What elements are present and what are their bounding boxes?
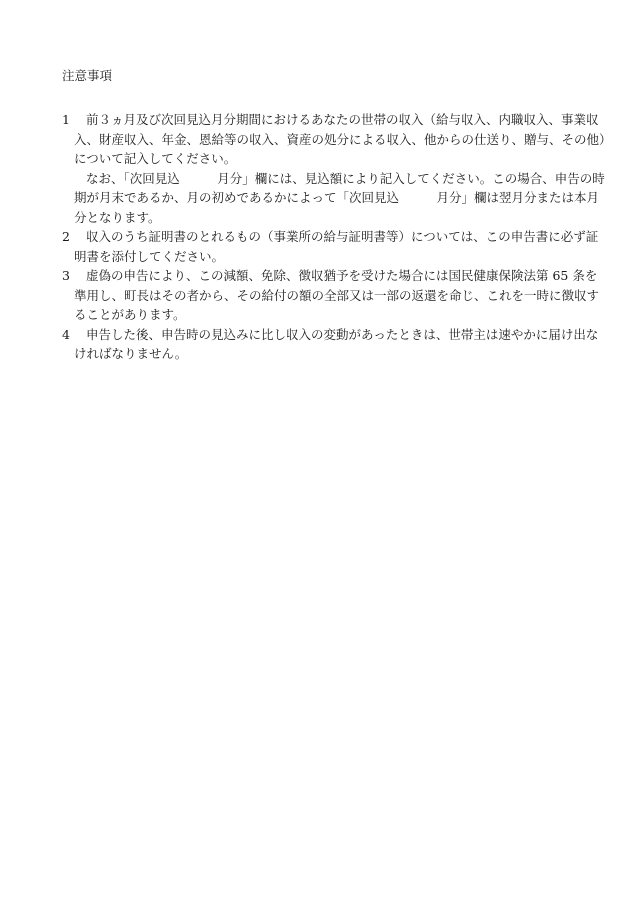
note-number: 3	[62, 268, 70, 283]
note-line: 虚偽の申告により、この減額、免除、徴収猶予を受けた場合には国民健康保険法第 65 条を	[86, 268, 598, 283]
note-item-2	[62, 227, 599, 266]
note-subparagraph-line: 期が月末であるか、月の初めであるかによって「次回見込 月分」欄は翌月分または本月	[74, 190, 600, 205]
note-line: 前３ヵ月及び次回見込月分期間におけるあなたの世帯の収入（給与収入、内職収入、事業収	[86, 112, 599, 127]
note-item-3	[62, 266, 600, 325]
note-line: 申告した後、申告時の見込みに比し収入の変動があったときは、世帯主は速やかに届け出な	[86, 326, 599, 342]
note-number: 2	[62, 229, 70, 244]
note-subparagraph-line: なお、「次回見込 月分」欄には、見込額により記入してください。この場合、申告の時	[86, 170, 605, 186]
note-item-4	[62, 325, 599, 364]
note-item-1	[62, 110, 612, 227]
note-number: 1	[62, 112, 70, 127]
note-number: 4	[62, 326, 70, 342]
note-line: 準用し、町長はその者から、その給付の額の全部又は一部の返還を命じ、これを一時に徴収す	[74, 287, 600, 303]
notes-heading: 注意事項	[62, 68, 113, 83]
note-subparagraph-line: 分となります。	[74, 209, 161, 225]
note-line: について記入してください。	[74, 151, 237, 166]
note-line: 入、財産収入、年金、恩給等の収入、資産の処分による収入、他からの仕送り、贈与、その他）	[74, 131, 612, 147]
note-line: ることがあります。	[74, 307, 186, 322]
note-line: 収入のうち証明書のとれるもの（事業所の給与証明書等）については、この申告書に必ず証	[86, 229, 599, 244]
notes-list	[62, 110, 612, 364]
note-line: 明書を添付してください。	[74, 248, 225, 264]
note-line: ければなりません。	[74, 346, 188, 361]
